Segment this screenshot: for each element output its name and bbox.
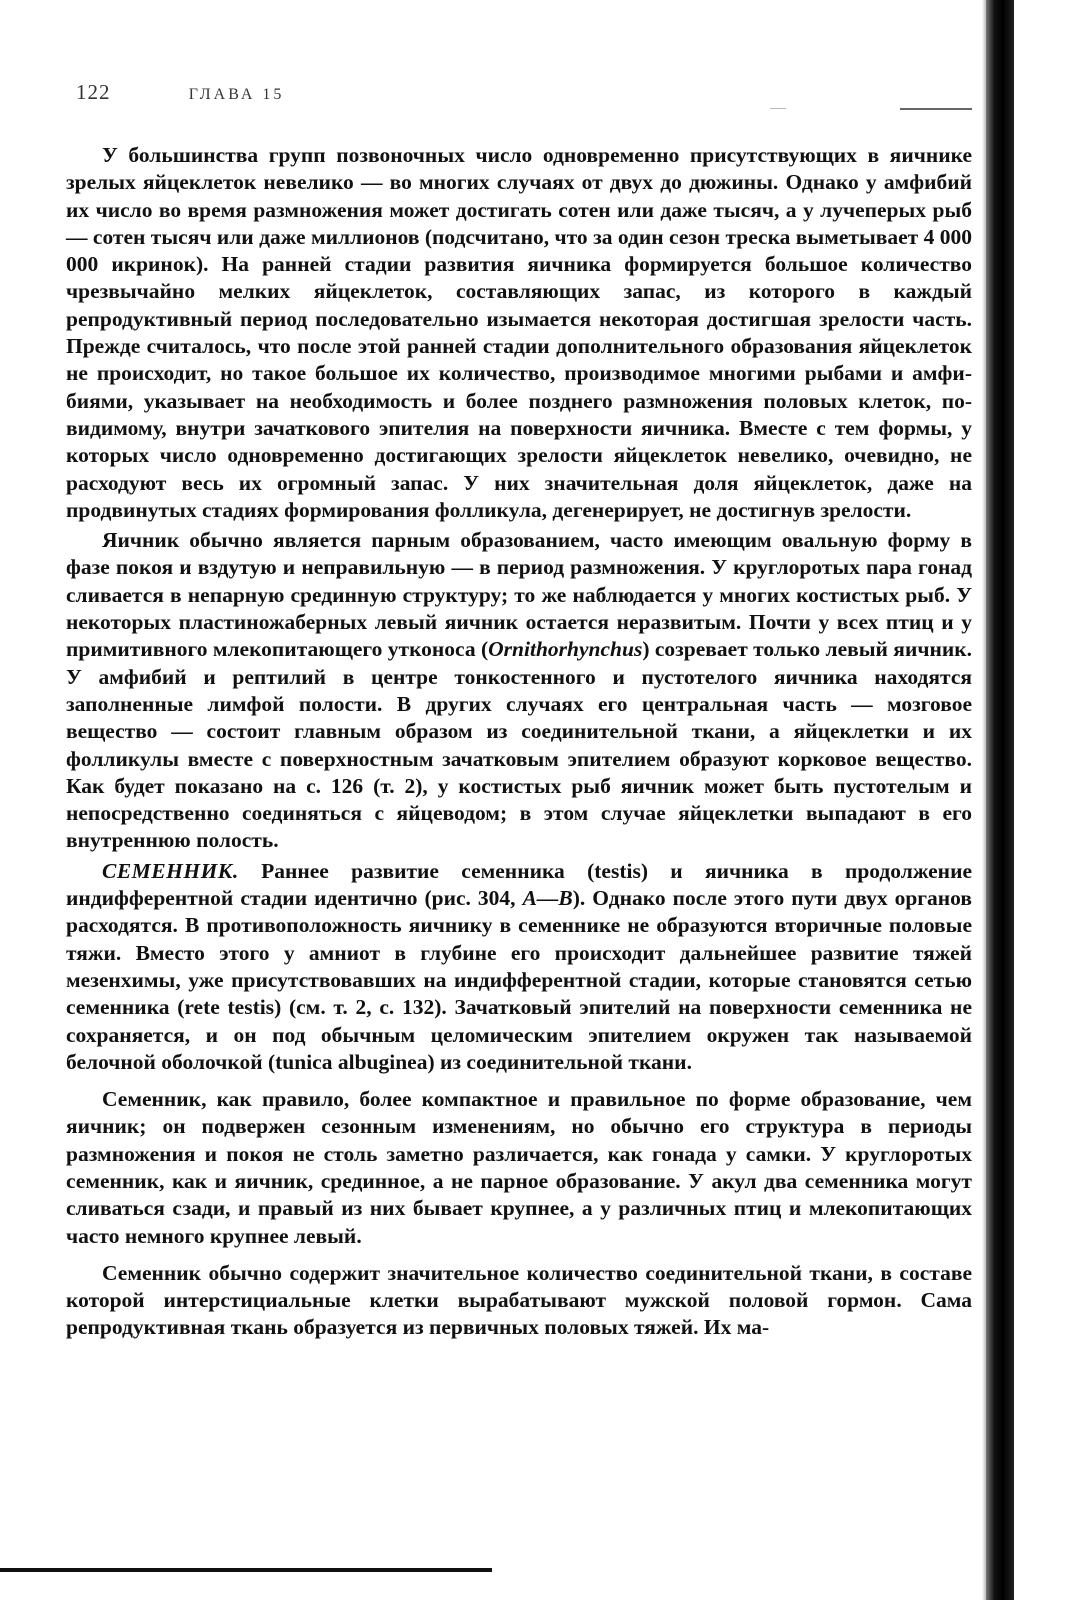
scan-bottom-edge xyxy=(0,1568,492,1572)
header-rule xyxy=(900,108,972,110)
latin-term: Ornithorhynchus xyxy=(488,637,643,662)
paragraph-text: У большинства групп позвоночных число одновременно присутствующих в яичнике зрелых яйцеклеток невелико — во многих случаях от двух до дюжины. Однако у амфибий их число во время размножения может достигать сотен или даже тысяч, а у лучеперых рыб — сотен тысяч или даже миллионов (подсчитано, что за один сезон треска выметывает 4 000 000 икринок). На ранней стадии развития яичника формируется большое количество чрезвычайно мелких яйцеклеток, составляющих запас, из которого в каждый репродуктивный период последовательно изымается некоторая достигшая зрелости часть. Прежде считалось, что после этой ранней стадии дополнительного образования яйцеклеток не происходит, но такое большое их количество, производимое многими рыбами и амфибиями, указывает на необходимость и более позднего размножения половых клеток, по-видимому, внутри зачаткового эпителия на поверхности яичника. Вместе с тем формы, у которых число одновременно достигающих зрелости яйцеклеток невелико, очевидно, не расходуют весь их огромный запас. У них значительная доля яйцеклеток, даже на продвинутых стадиях формирования фолликула, дегенерирует, не достигнув зрелости. xyxy=(66,143,972,522)
paragraph-1 xyxy=(66,142,972,524)
paragraph-text: Семенник, как правило, более компактное и правильное по форме образование, чем яичник; он подвержен сезонным изменениям, но обычно его структура в периоды размножения и покоя не столь заметно различается, как гонада у самки. У круглоротых семенник, как и яичник, срединное, а не парное образование. У акул два семенника могут сливаться сзади, и правый из них бывает крупнее, а у различных птиц и млекопитающих часто немного крупнее левый. xyxy=(66,1087,972,1248)
paragraph-text: ) созревает только левый яичник. У амфибий и рептилий в центре тонкостенного и пустотелого яичника находятся заполненные лимфой полости. В других случаях его центральная часть — мозговое вещество — состоит главным образом из соединительной ткани, а яйцеклетки и их фолликулы вместе с поверхностным зачатковым эпителием образуют корковое вещество. Как будет показано на с. 126 (т. 2), у костистых рыб яичник может быть пустотелым и непосредственно соединяться с яйцеводом; в этом случае яйцеклетки выпадают в его внутреннюю полость. xyxy=(66,637,972,853)
body-text xyxy=(66,142,972,1345)
paragraph-4 xyxy=(66,1086,972,1250)
figure-ref: А—В xyxy=(522,886,573,911)
page-number: 122 xyxy=(76,80,111,104)
paragraph-3 xyxy=(66,858,972,1076)
paragraph-5 xyxy=(66,1260,972,1342)
running-header xyxy=(76,80,284,105)
chapter-title: ГЛАВА 15 xyxy=(188,86,285,103)
paragraph-text: ). Однако после этого пути двух органов расходятся. В противоположность яичнику в семеннике не образуются вторичные половые тяжи. Вместо этого у амниот в глубине его происходит дальнейшее развитие тяжей мезенхимы, уже присутствовавших на индифферентной стадии, которые становятся сетью семенника (rete testis) (см. т. 2, с. 132). Зачатковый эпителий на поверхности семенника не сохраняется, и он под обычным целомическим эпителием окружен так называемой белочной оболочкой (tunica albuginea) из соединительной ткани. xyxy=(66,886,973,1074)
paragraph-text: Раннее развитие семенника (testis) и яичника в продолжение индифферентной стадии идентично (рис. 304, xyxy=(66,858,972,911)
book-spine-shadow xyxy=(986,0,1014,1600)
paragraph-2 xyxy=(66,527,972,855)
paragraph-text: Яичник обычно является парным образованием, часто имеющим овальную форму в фазе покоя и вздутую и неправильную — в период размножения. У круглоротых пара гонад сливается в непарную срединную структуру; то же наблюдается у многих костистых рыб. У некоторых пластиножаберных левый яичник остается неразвитым. Почти у всех птиц и у примитивного млекопитающего утконоса ( xyxy=(66,528,972,662)
paragraph-text: Семенник обычно содержит значительное количество соединительной ткани, в составе которой интерстициальные клетки вырабатывают мужской половой гормон. Сама репродуктивная ткань образуется из первичных половых тяжей. Их ма- xyxy=(66,1260,972,1340)
section-label: СЕМЕННИК. xyxy=(102,858,239,883)
header-dash xyxy=(770,108,786,109)
